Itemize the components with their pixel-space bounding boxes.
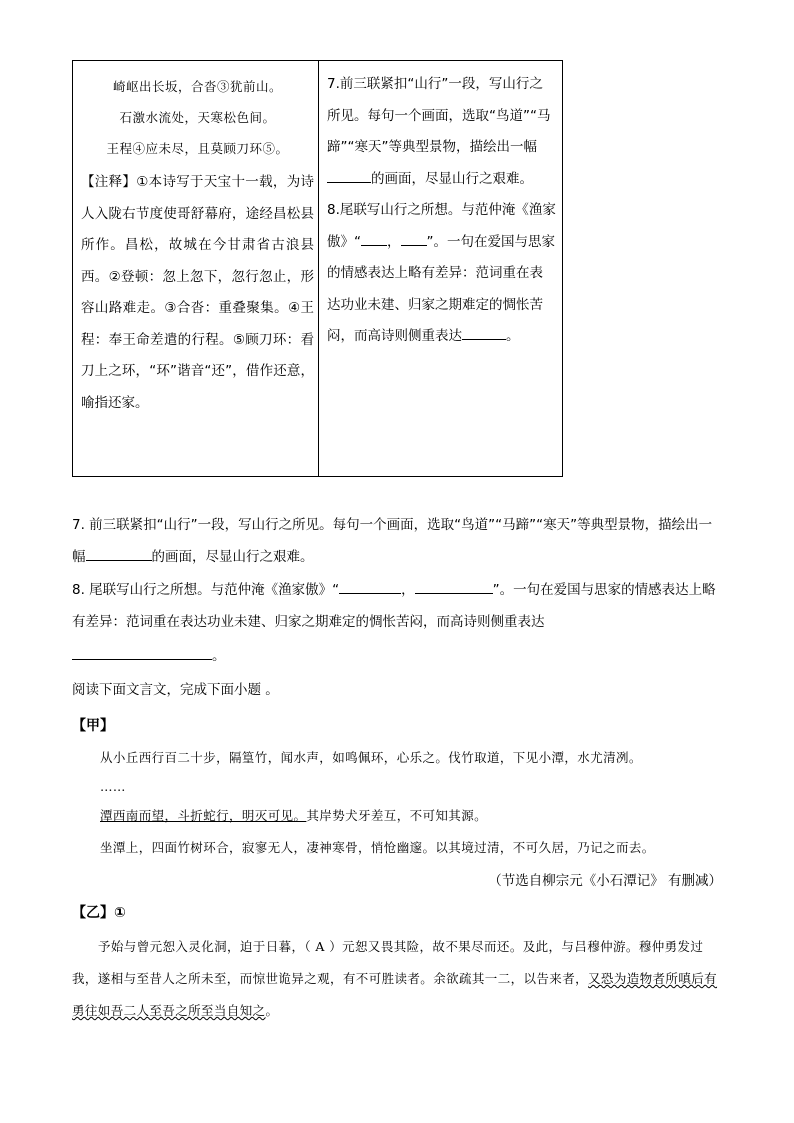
table-question-8 [327, 195, 556, 353]
passage-jia-p2 [72, 800, 722, 832]
passage-jia-label: 【甲】 [72, 718, 114, 734]
poem-line: 王程④应未尽，且莫顾刀环⑤。 [106, 141, 289, 156]
question-7 [72, 509, 722, 573]
questions-cell [319, 61, 562, 476]
passage-jia [72, 710, 722, 897]
passage-jia-p1: 从小丘西行百二十步，隔篁竹，闻水声，如鸣佩环，心乐之。伐竹取道，下见小潭，水尤清冽。 [100, 750, 642, 765]
questions-section [72, 509, 722, 706]
poem-question-table [72, 60, 563, 477]
underlined-sentence: 潭西南而望，斗折蛇行，明灭可见。 [100, 808, 307, 823]
reading-instruction: 阅读下面文言文，完成下面小题 。 [72, 682, 279, 698]
answer-blank[interactable] [86, 546, 152, 561]
answer-blank[interactable] [361, 231, 387, 246]
table-q7-text-end: 的画面，尽显山行之艰难。 [371, 170, 533, 187]
table-q8-text-mid: ”。一句在爱国与思家的情感表达上略有差异：范词重在表达功业未建、归家之期难定的惆怅苦闷，而高诗则侧重表达 [327, 233, 555, 344]
passage-jia-p2-rest: 其岸势犬牙差互，不可知其源。 [306, 808, 488, 823]
q8-sep: ， [401, 582, 415, 598]
passage-yi-end: 。 [265, 1003, 279, 1018]
q8-text-end: 。 [212, 648, 226, 664]
answer-blank[interactable] [72, 645, 212, 660]
poem-line: 石激水流处，天寒松色间。 [119, 110, 276, 125]
q8-text-mid: ”。一句在爱国与思家的情感表达上略有差异：范词重在表达功业未建、归家之期难定的惆怅苦闷，而高诗则侧重表达 [72, 582, 716, 630]
poem-text [81, 71, 314, 164]
q7-text-end: 的画面，尽显山行之艰难。 [151, 549, 314, 565]
question-8-answer-line [72, 640, 722, 672]
note-label: 【注释】 [81, 174, 137, 190]
passage-yi-label: 【乙】① [72, 905, 126, 921]
table-q8-text-end: 。 [506, 328, 520, 344]
answer-blank[interactable] [327, 168, 371, 183]
table-q8-sep: ， [387, 233, 401, 250]
answer-blank[interactable] [339, 579, 401, 594]
answer-blank[interactable] [462, 325, 506, 340]
passage-ellipsis: …… [100, 779, 126, 794]
poem-cell [73, 61, 318, 476]
passage-jia-p3: 坐潭上，四面竹树环合，寂寥无人，凄神寒骨，悄怆幽邃。以其境过清，不可久居，乃记之而去。 [100, 840, 655, 855]
note-text: ①本诗写于天宝十一载，为诗人入陇右节度使哥舒幕府，途经昌松县所作。昌松，故城在今甘肃省古浪县西。②登顿：忽上忽下，忽行忽止，形容山路难走。③合沓：重叠聚集。④王程：奉王命差遣的行程。⑤顾刀环：看刀上之环，“环”谐音“还”，借作还意，喻指还家。 [81, 174, 315, 411]
poem-notes [81, 167, 314, 419]
question-8 [72, 574, 722, 638]
table-question-7 [327, 69, 556, 195]
q8-text: 8. 尾联写山行之所想。与范仲淹《渔家傲》“ [72, 582, 340, 598]
answer-blank[interactable] [415, 579, 493, 594]
wavy-underlined-sentence: 又恐为造物者所嗔后有勇往如吾二人至吾之所至当自知之 [72, 971, 718, 1018]
table-q7-text: 7.前三联紧扣“山行”一段，写山行之所见。每句一个画面，选取“鸟道”“马蹄”“寒天”等典型景物，描绘出一幅 [327, 76, 551, 155]
passage-jia-source: （节选自柳宗元《小石潭记》 有删减） [488, 873, 722, 889]
passage-yi-p1 [72, 931, 722, 1027]
q7-text: 7. 前三联紧扣“山行”一段，写山行之所见。每句一个画面，选取“鸟道”“马蹄”“寒天”等典型景物，描绘出一幅 [72, 517, 713, 565]
poem-line: 崎岖出长坂，合沓③犹前山。 [112, 79, 282, 94]
table-q8-text: 8.尾联写山行之所想。与范仲淹《渔家傲》“ [327, 202, 556, 250]
passage-yi-text: 予始与曾元恕入灵化洞，迫于日暮，（ A ）元恕又畏其险，故不果尽而还。及此，与吕穆仲游。穆仲勇发过我，遂相与至昔人之所未至，而惊世诡异之观，有不可胜读者。余欲疏其一二，以告来者， [72, 939, 704, 986]
questions-text [327, 69, 556, 353]
answer-blank[interactable] [401, 231, 427, 246]
passage-yi [72, 897, 722, 1027]
